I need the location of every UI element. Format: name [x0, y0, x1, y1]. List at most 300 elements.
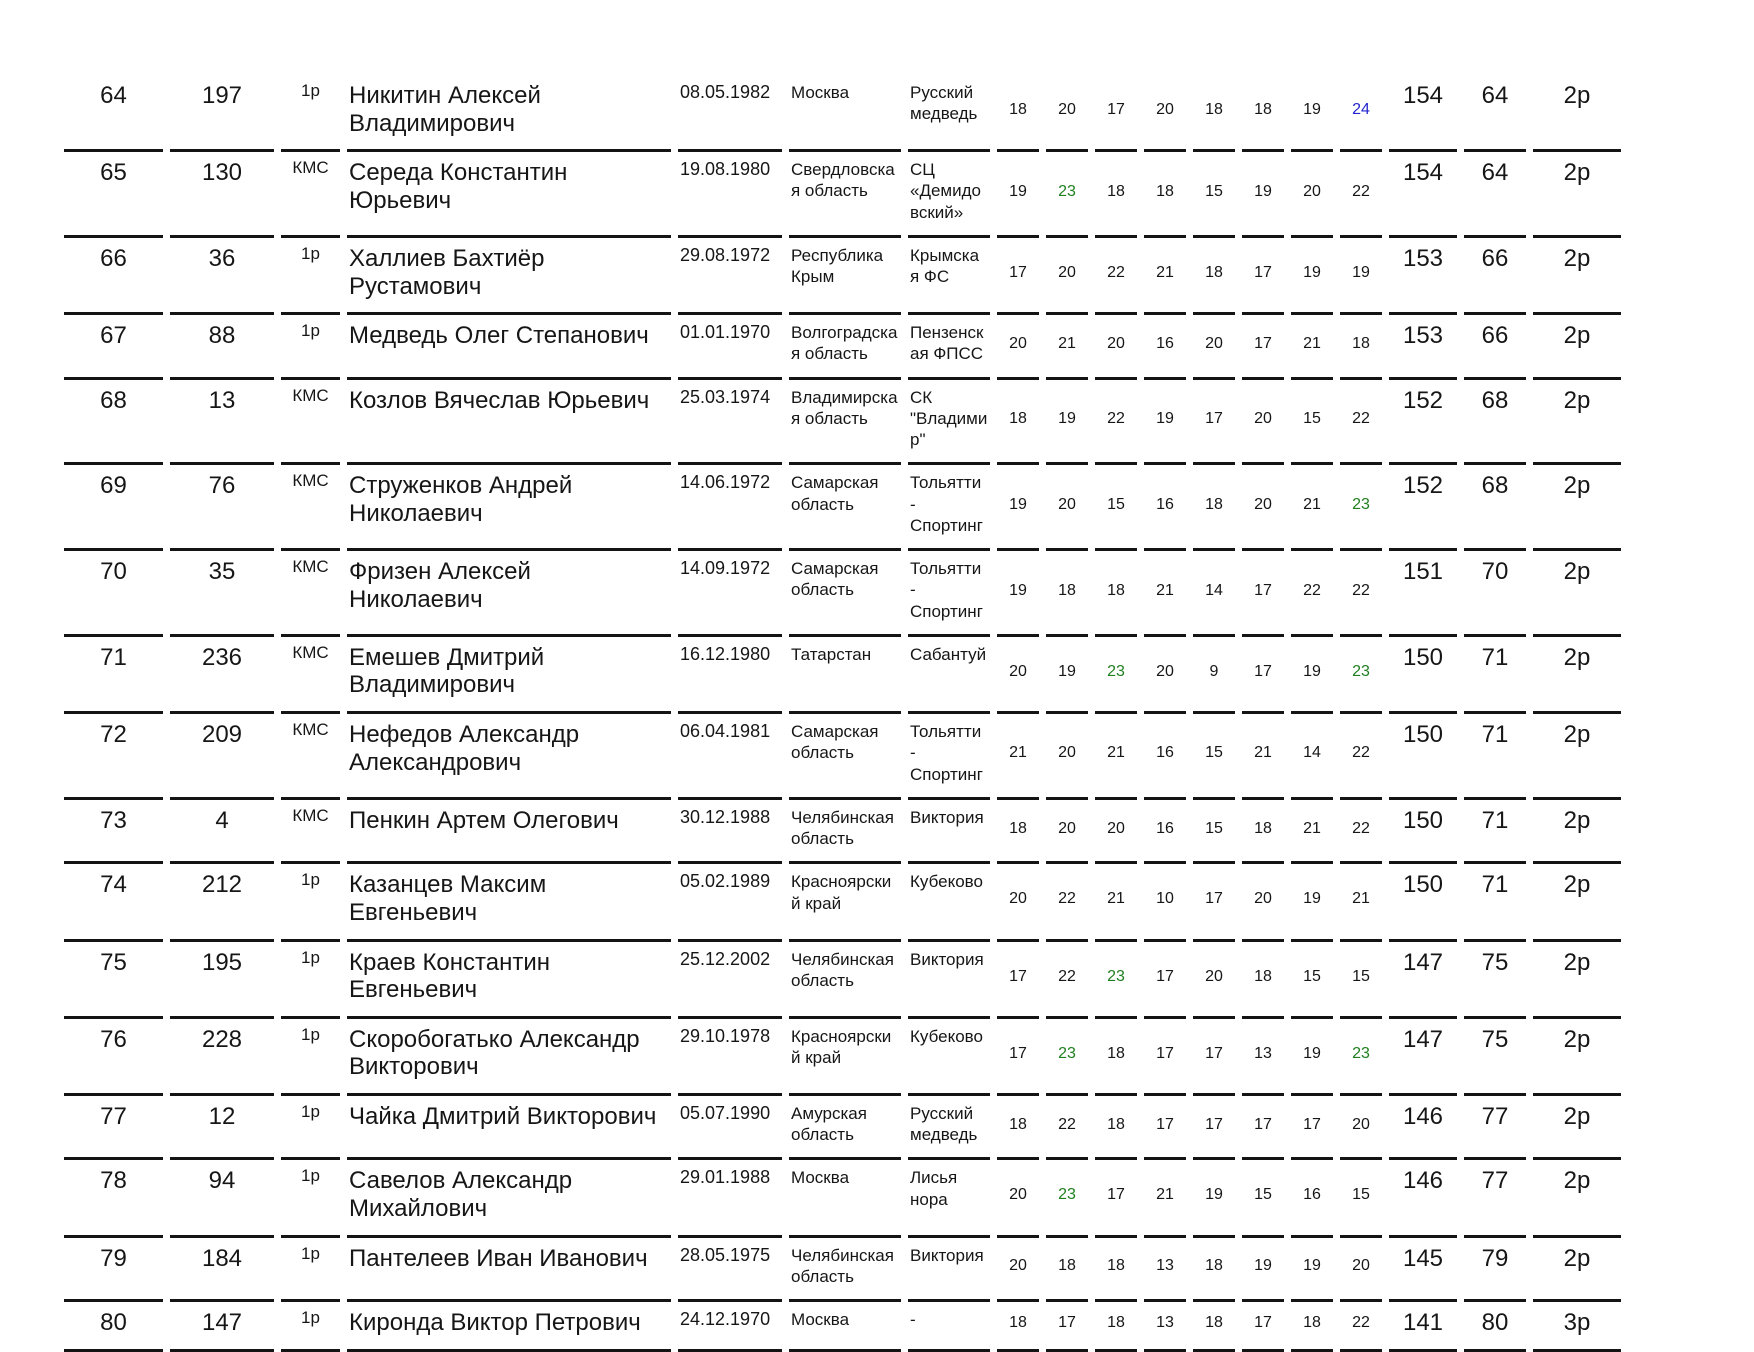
- club-cell: Тольятти - Спортинг: [908, 465, 990, 551]
- series-score-cell: 19: [997, 551, 1039, 637]
- table-row: [64, 637, 1621, 714]
- birth-date-cell: 16.12.1980: [678, 637, 782, 714]
- final-place-cell: 71: [1464, 864, 1526, 941]
- final-place-cell: 71: [1464, 714, 1526, 800]
- club-cell: Тольятти - Спортинг: [908, 714, 990, 800]
- name-cell: Чайка Дмитрий Викторович: [347, 1096, 671, 1161]
- club-cell: Крымская ФС: [908, 238, 990, 315]
- series-score-cell: 18: [1095, 1302, 1137, 1352]
- region-cell: Челябинская область: [789, 800, 901, 865]
- series-score-cell: 22: [1095, 238, 1137, 315]
- bib-number-cell: 94: [170, 1160, 274, 1237]
- sport-class-cell: 1р: [281, 1238, 340, 1303]
- bib-number-cell: 4: [170, 800, 274, 865]
- table-row: [64, 380, 1621, 466]
- series-score-cell: 18: [1095, 1238, 1137, 1303]
- series-score-cell: 20: [1242, 465, 1284, 551]
- awarded-class-cell: 2р: [1533, 465, 1621, 551]
- total-score-cell: 151: [1389, 551, 1457, 637]
- series-score-cell: 15: [1291, 942, 1333, 1019]
- series-score-cell: 22: [1046, 942, 1088, 1019]
- total-score-cell: 152: [1389, 380, 1457, 466]
- bib-number-cell: 236: [170, 637, 274, 714]
- total-score-cell: 141: [1389, 1302, 1457, 1352]
- series-score-cell: 21: [1046, 315, 1088, 380]
- series-score-cell: 23: [1095, 637, 1137, 714]
- series-score-cell: 18: [1046, 551, 1088, 637]
- bib-number-cell: 228: [170, 1019, 274, 1096]
- series-score-cell: 17: [1242, 1302, 1284, 1352]
- total-score-cell: 150: [1389, 637, 1457, 714]
- name-cell: Нефедов Александр Александрович: [347, 714, 671, 800]
- awarded-class-cell: 2р: [1533, 238, 1621, 315]
- region-cell: Волгоградская область: [789, 315, 901, 380]
- series-score-cell: 19: [1291, 1238, 1333, 1303]
- series-score-cell: 20: [1046, 800, 1088, 865]
- awarded-class-cell: 2р: [1533, 1238, 1621, 1303]
- series-score-cell: 19: [1193, 1160, 1235, 1237]
- place-cell: 67: [64, 315, 163, 380]
- series-score-cell: 17: [1193, 1019, 1235, 1096]
- series-score-cell: 20: [1046, 714, 1088, 800]
- birth-date-cell: 14.09.1972: [678, 551, 782, 637]
- name-cell: Киронда Виктор Петрович: [347, 1302, 671, 1352]
- series-score-cell: 15: [1193, 800, 1235, 865]
- series-score-cell: 18: [1095, 152, 1137, 238]
- birth-date-cell: 06.04.1981: [678, 714, 782, 800]
- sport-class-cell: КМС: [281, 465, 340, 551]
- series-score-cell: 18: [997, 800, 1039, 865]
- series-score-cell: 18: [997, 380, 1039, 466]
- birth-date-cell: 28.05.1975: [678, 1238, 782, 1303]
- region-cell: Самарская область: [789, 465, 901, 551]
- series-score-cell: 20: [997, 637, 1039, 714]
- series-score-cell: 22: [1340, 380, 1382, 466]
- sport-class-cell: 1р: [281, 1096, 340, 1161]
- series-score-cell: 13: [1144, 1238, 1186, 1303]
- sport-class-cell: 1р: [281, 1019, 340, 1096]
- place-cell: 66: [64, 238, 163, 315]
- series-score-cell: 20: [997, 864, 1039, 941]
- series-score-cell: 17: [1242, 637, 1284, 714]
- awarded-class-cell: 2р: [1533, 1096, 1621, 1161]
- place-cell: 65: [64, 152, 163, 238]
- series-score-cell: 15: [1340, 1160, 1382, 1237]
- region-cell: Владимирская область: [789, 380, 901, 466]
- bib-number-cell: 195: [170, 942, 274, 1019]
- club-cell: Лисья нора: [908, 1160, 990, 1237]
- series-score-cell: 17: [997, 1019, 1039, 1096]
- series-score-cell: 23: [1340, 465, 1382, 551]
- series-score-cell: 20: [1046, 75, 1088, 152]
- series-score-cell: 18: [1340, 315, 1382, 380]
- series-score-cell: 17: [997, 942, 1039, 1019]
- sport-class-cell: 1р: [281, 864, 340, 941]
- name-cell: Емешев Дмитрий Владимирович: [347, 637, 671, 714]
- series-score-cell: 22: [1340, 714, 1382, 800]
- final-place-cell: 77: [1464, 1160, 1526, 1237]
- results-page: [57, 75, 1591, 1352]
- series-score-cell: 20: [1340, 1238, 1382, 1303]
- final-place-cell: 75: [1464, 1019, 1526, 1096]
- table-row: [64, 75, 1621, 152]
- awarded-class-cell: 2р: [1533, 942, 1621, 1019]
- series-score-cell: 20: [1144, 637, 1186, 714]
- birth-date-cell: 29.08.1972: [678, 238, 782, 315]
- series-score-cell: 19: [1242, 1238, 1284, 1303]
- series-score-cell: 21: [1144, 1160, 1186, 1237]
- place-cell: 72: [64, 714, 163, 800]
- series-score-cell: 19: [1291, 637, 1333, 714]
- region-cell: Татарстан: [789, 637, 901, 714]
- awarded-class-cell: 2р: [1533, 75, 1621, 152]
- place-cell: 64: [64, 75, 163, 152]
- series-score-cell: 19: [1291, 1019, 1333, 1096]
- club-cell: Виктория: [908, 800, 990, 865]
- series-score-cell: 14: [1291, 714, 1333, 800]
- final-place-cell: 68: [1464, 380, 1526, 466]
- series-score-cell: 22: [1291, 551, 1333, 637]
- name-cell: Савелов Александр Михайлович: [347, 1160, 671, 1237]
- series-score-cell: 18: [1193, 465, 1235, 551]
- series-score-cell: 20: [997, 1160, 1039, 1237]
- total-score-cell: 154: [1389, 152, 1457, 238]
- bib-number-cell: 88: [170, 315, 274, 380]
- bib-number-cell: 197: [170, 75, 274, 152]
- region-cell: Москва: [789, 1160, 901, 1237]
- place-cell: 78: [64, 1160, 163, 1237]
- final-place-cell: 79: [1464, 1238, 1526, 1303]
- series-score-cell: 18: [1193, 238, 1235, 315]
- name-cell: Никитин Алексей Владимирович: [347, 75, 671, 152]
- series-score-cell: 21: [1095, 714, 1137, 800]
- place-cell: 74: [64, 864, 163, 941]
- series-score-cell: 17: [1193, 380, 1235, 466]
- final-place-cell: 66: [1464, 238, 1526, 315]
- series-score-cell: 18: [1095, 1019, 1137, 1096]
- club-cell: Русский медведь: [908, 75, 990, 152]
- total-score-cell: 146: [1389, 1160, 1457, 1237]
- series-score-cell: 20: [1340, 1096, 1382, 1161]
- club-cell: Сабантуй: [908, 637, 990, 714]
- total-score-cell: 150: [1389, 864, 1457, 941]
- series-score-cell: 20: [997, 315, 1039, 380]
- name-cell: Пенкин Артем Олегович: [347, 800, 671, 865]
- series-score-cell: 20: [1291, 152, 1333, 238]
- series-score-cell: 23: [1046, 1160, 1088, 1237]
- series-score-cell: 22: [1340, 551, 1382, 637]
- table-row: [64, 1160, 1621, 1237]
- series-score-cell: 13: [1242, 1019, 1284, 1096]
- bib-number-cell: 209: [170, 714, 274, 800]
- place-cell: 70: [64, 551, 163, 637]
- club-cell: Виктория: [908, 942, 990, 1019]
- awarded-class-cell: 2р: [1533, 1019, 1621, 1096]
- series-score-cell: 17: [1242, 315, 1284, 380]
- total-score-cell: 150: [1389, 714, 1457, 800]
- table-row: [64, 465, 1621, 551]
- place-cell: 77: [64, 1096, 163, 1161]
- bib-number-cell: 76: [170, 465, 274, 551]
- series-score-cell: 21: [1291, 800, 1333, 865]
- series-score-cell: 18: [997, 1096, 1039, 1161]
- series-score-cell: 21: [1144, 238, 1186, 315]
- series-score-cell: 21: [1340, 864, 1382, 941]
- birth-date-cell: 25.03.1974: [678, 380, 782, 466]
- series-score-cell: 17: [1144, 942, 1186, 1019]
- series-score-cell: 17: [1193, 1096, 1235, 1161]
- series-score-cell: 17: [1144, 1096, 1186, 1161]
- final-place-cell: 71: [1464, 637, 1526, 714]
- series-score-cell: 21: [1144, 551, 1186, 637]
- table-row: [64, 942, 1621, 1019]
- series-score-cell: 20: [997, 1238, 1039, 1303]
- series-score-cell: 21: [1242, 714, 1284, 800]
- region-cell: Челябинская область: [789, 1238, 901, 1303]
- series-score-cell: 19: [1046, 380, 1088, 466]
- awarded-class-cell: 2р: [1533, 714, 1621, 800]
- series-score-cell: 22: [1095, 380, 1137, 466]
- region-cell: Свердловская область: [789, 152, 901, 238]
- series-score-cell: 21: [1291, 315, 1333, 380]
- bib-number-cell: 147: [170, 1302, 274, 1352]
- sport-class-cell: 1р: [281, 1160, 340, 1237]
- series-score-cell: 14: [1193, 551, 1235, 637]
- final-place-cell: 68: [1464, 465, 1526, 551]
- series-score-cell: 18: [1291, 1302, 1333, 1352]
- total-score-cell: 147: [1389, 942, 1457, 1019]
- region-cell: Самарская область: [789, 551, 901, 637]
- series-score-cell: 15: [1193, 714, 1235, 800]
- total-score-cell: 154: [1389, 75, 1457, 152]
- birth-date-cell: 19.08.1980: [678, 152, 782, 238]
- club-cell: Кубеково: [908, 864, 990, 941]
- series-score-cell: 18: [1193, 75, 1235, 152]
- bib-number-cell: 12: [170, 1096, 274, 1161]
- table-row: [64, 1302, 1621, 1352]
- series-score-cell: 23: [1095, 942, 1137, 1019]
- sport-class-cell: КМС: [281, 800, 340, 865]
- series-score-cell: 22: [1340, 800, 1382, 865]
- place-cell: 79: [64, 1238, 163, 1303]
- series-score-cell: 15: [1340, 942, 1382, 1019]
- name-cell: Халлиев Бахтиёр Рустамович: [347, 238, 671, 315]
- sport-class-cell: 1р: [281, 238, 340, 315]
- final-place-cell: 70: [1464, 551, 1526, 637]
- series-score-cell: 17: [1242, 238, 1284, 315]
- birth-date-cell: 25.12.2002: [678, 942, 782, 1019]
- series-score-cell: 15: [1095, 465, 1137, 551]
- series-score-cell: 16: [1144, 315, 1186, 380]
- series-score-cell: 19: [997, 152, 1039, 238]
- bib-number-cell: 13: [170, 380, 274, 466]
- awarded-class-cell: 2р: [1533, 380, 1621, 466]
- club-cell: СК "Владимир": [908, 380, 990, 466]
- region-cell: Республика Крым: [789, 238, 901, 315]
- sport-class-cell: 1р: [281, 942, 340, 1019]
- series-score-cell: 19: [1242, 152, 1284, 238]
- series-score-cell: 17: [1095, 75, 1137, 152]
- series-score-cell: 17: [1095, 1160, 1137, 1237]
- series-score-cell: 13: [1144, 1302, 1186, 1352]
- series-score-cell: 21: [997, 714, 1039, 800]
- club-cell: Пензенская ФПСС: [908, 315, 990, 380]
- club-cell: -: [908, 1302, 990, 1352]
- series-score-cell: 17: [1193, 864, 1235, 941]
- bib-number-cell: 212: [170, 864, 274, 941]
- region-cell: Амурская область: [789, 1096, 901, 1161]
- place-cell: 75: [64, 942, 163, 1019]
- total-score-cell: 145: [1389, 1238, 1457, 1303]
- series-score-cell: 15: [1193, 152, 1235, 238]
- sport-class-cell: КМС: [281, 637, 340, 714]
- name-cell: Казанцев Максим Евгеньевич: [347, 864, 671, 941]
- series-score-cell: 21: [1291, 465, 1333, 551]
- series-score-cell: 17: [1046, 1302, 1088, 1352]
- series-score-cell: 18: [1242, 800, 1284, 865]
- awarded-class-cell: 2р: [1533, 864, 1621, 941]
- name-cell: Пантелеев Иван Иванович: [347, 1238, 671, 1303]
- bib-number-cell: 130: [170, 152, 274, 238]
- name-cell: Струженков Андрей Николаевич: [347, 465, 671, 551]
- series-score-cell: 22: [1046, 864, 1088, 941]
- series-score-cell: 18: [1144, 152, 1186, 238]
- series-score-cell: 19: [997, 465, 1039, 551]
- birth-date-cell: 01.01.1970: [678, 315, 782, 380]
- series-score-cell: 22: [1046, 1096, 1088, 1161]
- series-score-cell: 18: [997, 1302, 1039, 1352]
- bib-number-cell: 35: [170, 551, 274, 637]
- place-cell: 71: [64, 637, 163, 714]
- series-score-cell: 19: [1291, 864, 1333, 941]
- birth-date-cell: 30.12.1988: [678, 800, 782, 865]
- total-score-cell: 150: [1389, 800, 1457, 865]
- series-score-cell: 23: [1340, 637, 1382, 714]
- series-score-cell: 19: [1340, 238, 1382, 315]
- series-score-cell: 20: [1095, 800, 1137, 865]
- series-score-cell: 23: [1046, 1019, 1088, 1096]
- total-score-cell: 153: [1389, 238, 1457, 315]
- results-table: [57, 75, 1628, 1352]
- table-row: [64, 238, 1621, 315]
- region-cell: Челябинская область: [789, 942, 901, 1019]
- series-score-cell: 18: [1193, 1302, 1235, 1352]
- final-place-cell: 64: [1464, 152, 1526, 238]
- sport-class-cell: 1р: [281, 1302, 340, 1352]
- bib-number-cell: 36: [170, 238, 274, 315]
- series-score-cell: 17: [1242, 551, 1284, 637]
- region-cell: Красноярский край: [789, 1019, 901, 1096]
- region-cell: Красноярский край: [789, 864, 901, 941]
- club-cell: Русский медведь: [908, 1096, 990, 1161]
- series-score-cell: 20: [1144, 75, 1186, 152]
- sport-class-cell: 1р: [281, 75, 340, 152]
- series-score-cell: 17: [1242, 1096, 1284, 1161]
- region-cell: Самарская область: [789, 714, 901, 800]
- birth-date-cell: 05.07.1990: [678, 1096, 782, 1161]
- series-score-cell: 20: [1242, 864, 1284, 941]
- table-row: [64, 1019, 1621, 1096]
- birth-date-cell: 24.12.1970: [678, 1302, 782, 1352]
- series-score-cell: 16: [1144, 714, 1186, 800]
- sport-class-cell: КМС: [281, 380, 340, 466]
- club-cell: Тольятти - Спортинг: [908, 551, 990, 637]
- awarded-class-cell: 2р: [1533, 800, 1621, 865]
- total-score-cell: 152: [1389, 465, 1457, 551]
- table-row: [64, 551, 1621, 637]
- table-row: [64, 1238, 1621, 1303]
- name-cell: Фризен Алексей Николаевич: [347, 551, 671, 637]
- name-cell: Краев Константин Евгеньевич: [347, 942, 671, 1019]
- series-score-cell: 23: [1046, 152, 1088, 238]
- series-score-cell: 19: [1291, 75, 1333, 152]
- series-score-cell: 18: [1095, 1096, 1137, 1161]
- place-cell: 68: [64, 380, 163, 466]
- awarded-class-cell: 2р: [1533, 1160, 1621, 1237]
- final-place-cell: 64: [1464, 75, 1526, 152]
- name-cell: Медведь Олег Степанович: [347, 315, 671, 380]
- series-score-cell: 15: [1291, 380, 1333, 466]
- series-score-cell: 17: [1291, 1096, 1333, 1161]
- series-score-cell: 18: [1046, 1238, 1088, 1303]
- place-cell: 69: [64, 465, 163, 551]
- series-score-cell: 19: [1144, 380, 1186, 466]
- awarded-class-cell: 2р: [1533, 315, 1621, 380]
- series-score-cell: 18: [1193, 1238, 1235, 1303]
- table-row: [64, 315, 1621, 380]
- table-row: [64, 152, 1621, 238]
- sport-class-cell: КМС: [281, 152, 340, 238]
- table-row: [64, 714, 1621, 800]
- table-row: [64, 800, 1621, 865]
- final-place-cell: 71: [1464, 800, 1526, 865]
- birth-date-cell: 05.02.1989: [678, 864, 782, 941]
- series-score-cell: 16: [1291, 1160, 1333, 1237]
- series-score-cell: 20: [1046, 465, 1088, 551]
- series-score-cell: 16: [1144, 800, 1186, 865]
- series-score-cell: 19: [1291, 238, 1333, 315]
- series-score-cell: 18: [1095, 551, 1137, 637]
- series-score-cell: 20: [1095, 315, 1137, 380]
- series-score-cell: 22: [1340, 1302, 1382, 1352]
- series-score-cell: 23: [1340, 1019, 1382, 1096]
- name-cell: Козлов Вячеслав Юрьевич: [347, 380, 671, 466]
- series-score-cell: 10: [1144, 864, 1186, 941]
- bib-number-cell: 184: [170, 1238, 274, 1303]
- club-cell: Виктория: [908, 1238, 990, 1303]
- series-score-cell: 15: [1242, 1160, 1284, 1237]
- table-row: [64, 864, 1621, 941]
- total-score-cell: 147: [1389, 1019, 1457, 1096]
- name-cell: Середа Константин Юрьевич: [347, 152, 671, 238]
- birth-date-cell: 29.01.1988: [678, 1160, 782, 1237]
- series-score-cell: 20: [1046, 238, 1088, 315]
- birth-date-cell: 29.10.1978: [678, 1019, 782, 1096]
- series-score-cell: 18: [1242, 75, 1284, 152]
- series-score-cell: 16: [1144, 465, 1186, 551]
- series-score-cell: 22: [1340, 152, 1382, 238]
- place-cell: 76: [64, 1019, 163, 1096]
- series-score-cell: 9: [1193, 637, 1235, 714]
- series-score-cell: 19: [1046, 637, 1088, 714]
- final-place-cell: 77: [1464, 1096, 1526, 1161]
- series-score-cell: 20: [1242, 380, 1284, 466]
- awarded-class-cell: 2р: [1533, 551, 1621, 637]
- region-cell: Москва: [789, 1302, 901, 1352]
- awarded-class-cell: 2р: [1533, 637, 1621, 714]
- birth-date-cell: 08.05.1982: [678, 75, 782, 152]
- awarded-class-cell: 2р: [1533, 152, 1621, 238]
